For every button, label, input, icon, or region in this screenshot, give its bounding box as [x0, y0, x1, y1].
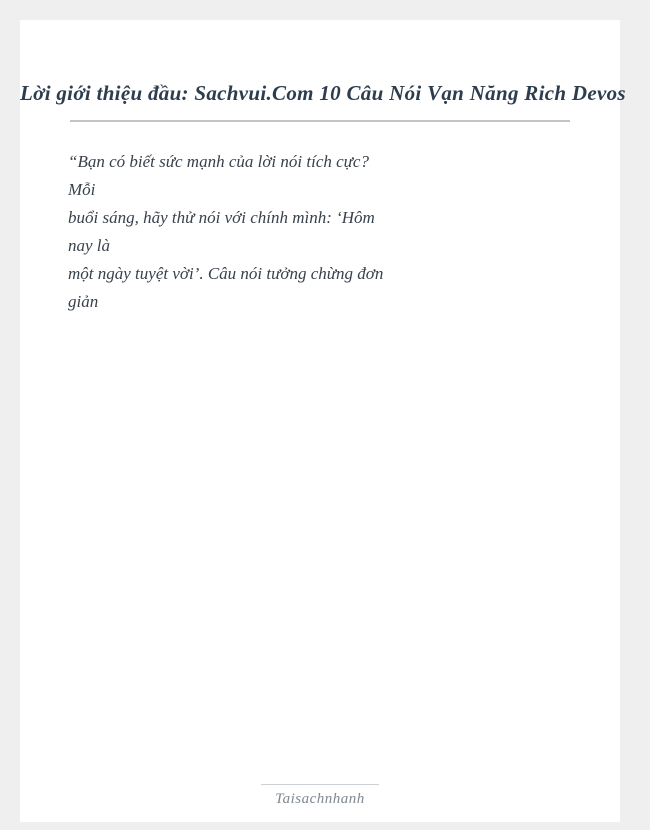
body-line-4: nay là	[68, 236, 111, 255]
body-line-3: buổi sáng, hãy thử nói với chính mình: ‘Hôm	[68, 208, 375, 227]
title-divider	[70, 120, 570, 122]
footer-divider	[261, 784, 379, 785]
body-line-6: giản	[68, 292, 99, 311]
footer-brand: Taisachnhanh	[275, 791, 365, 807]
page-footer	[20, 784, 620, 808]
chapter-title: Lời giới thiệu đầu: Sachvui.Com 10 Câu Nói Vạn Năng Rich Devos	[20, 81, 626, 105]
body-text	[68, 148, 560, 316]
document-page	[20, 20, 626, 822]
body-line-5: một ngày tuyệt vời’. Câu nói tưởng chừng đơn	[68, 264, 384, 283]
body-line-1: “Bạn có biết sức mạnh của lời nói tích cực?	[68, 152, 369, 171]
body-line-2: Mỗi	[68, 180, 96, 199]
